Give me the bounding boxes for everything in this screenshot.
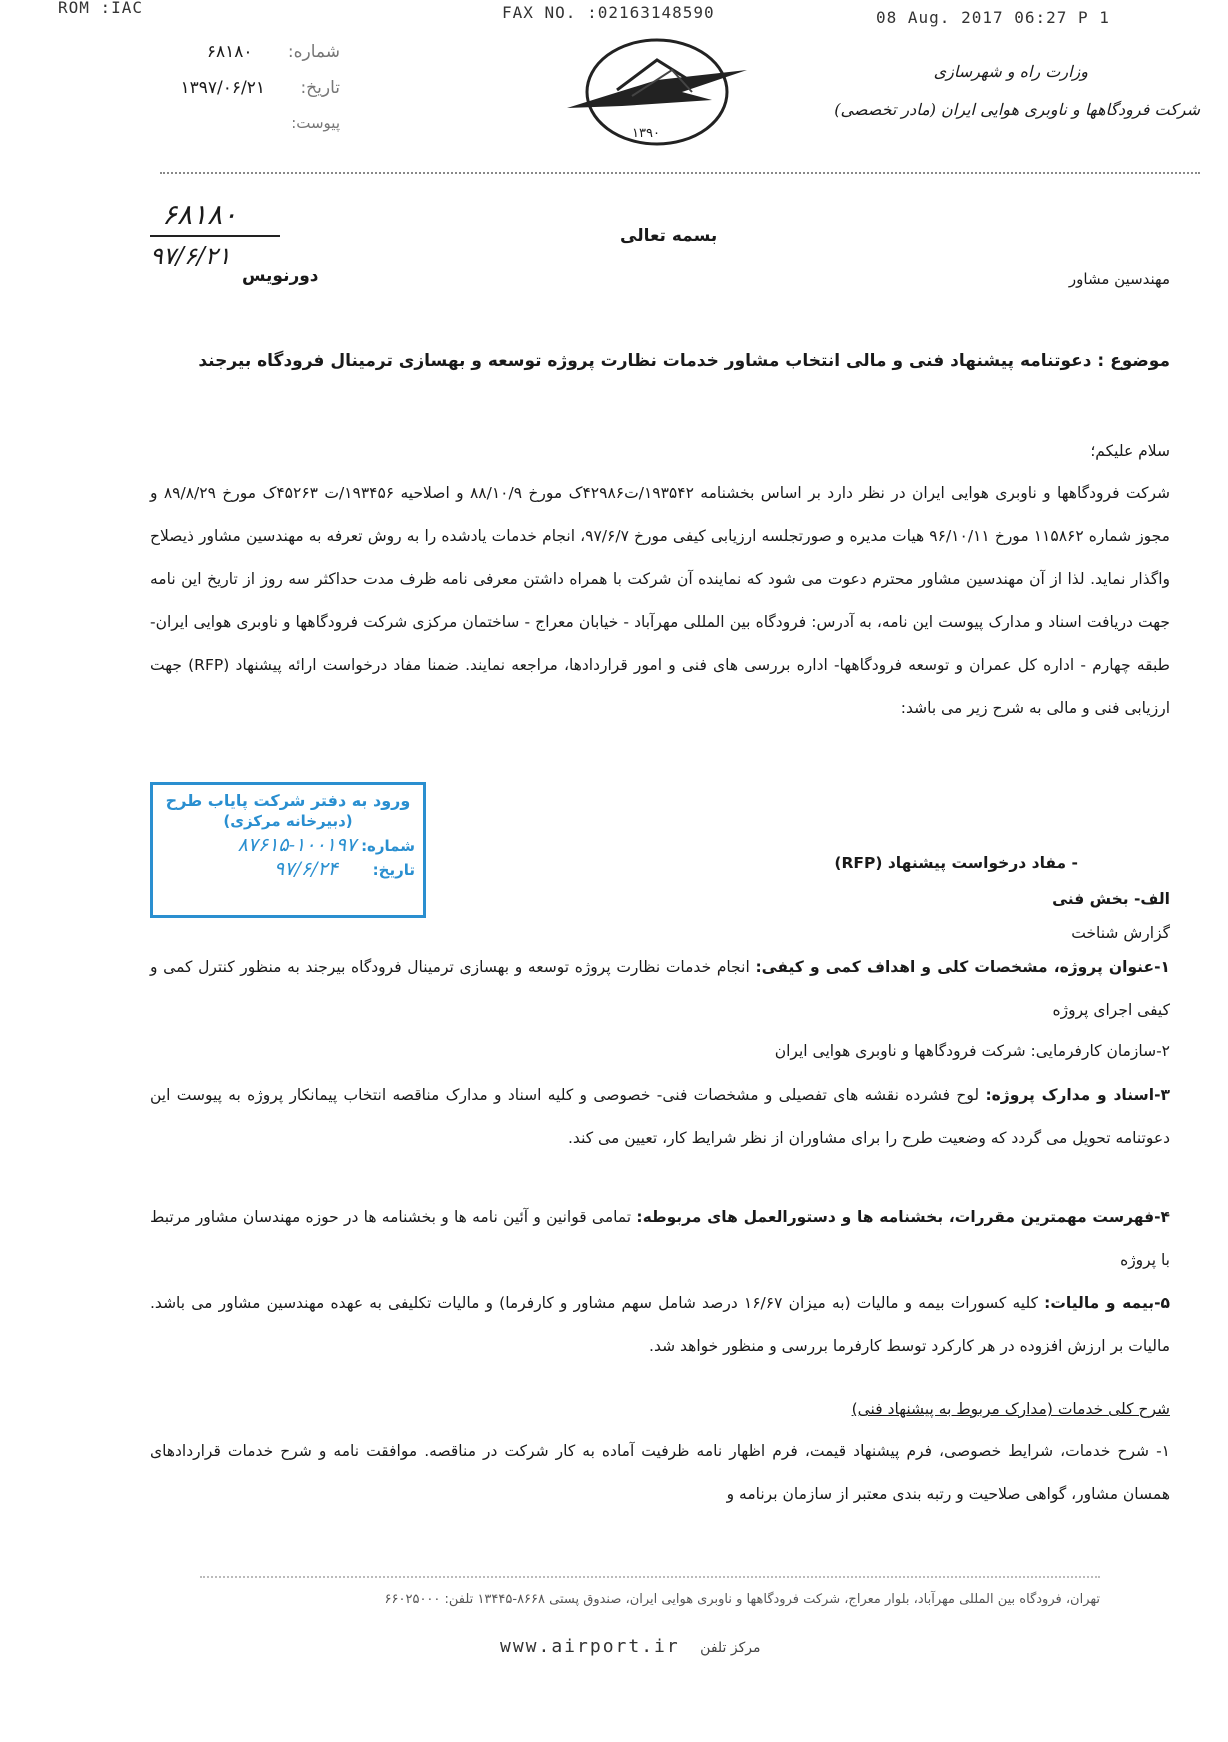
rfp-item-2-text: شرکت فرودگاهها و ناوبری هوایی ایران	[774, 1042, 1031, 1060]
stamp-number: ۱۰۰۱۹۷-۸۷۶۱۵	[237, 834, 357, 856]
stamp-number-label: شماره:	[361, 837, 415, 855]
handwritten-underline	[150, 235, 280, 237]
header-divider	[160, 172, 1200, 174]
stamp-date: ۹۷/۶/۲۴	[274, 858, 338, 880]
rfp-item-3-label: ۳-اسناد و مدارک پروژه:	[985, 1086, 1170, 1104]
rfp-item-5	[150, 1282, 1170, 1368]
rfp-item-4	[150, 1196, 1170, 1282]
airports-company-logo	[562, 30, 752, 150]
ref-number-label: شماره:	[287, 42, 340, 62]
rfp-item-1	[150, 946, 1170, 1032]
rfp-item-1-label: ۱-عنوان پروژه، مشخصات کلی و اهداف کمی و کیفی:	[755, 958, 1170, 976]
stamp-date-label: تاریخ:	[372, 861, 415, 879]
letter-body: شرکت فرودگاهها و ناوبری هوایی ایران در نظر دارد بر اساس بخشنامه ۱۹۳۵۴۲/ت۴۲۹۸۶ک مورخ ۸۸/۱۰/۹ و اصلاحیه ۱۹۳۴۵۶/ت ۴۵۲۶۳ک مورخ ۸۹/۸/۲۹ و مجوز شماره ۱۱۵۸۶۲ مورخ ۹۶/۱۰/۱۱ هیات مدیره و صورتجلسه ارزیابی کیفی مورخ ۹۷/۶/۷، انجام خدمات یادشده را به روش تعرفه به مهندسین مشاور ذیصلاح واگذار نماید. لذا از آن مهندسین مشاور محترم دعوت می شود که نماینده آن شرکت با همراه داشتن معرفی نامه ظرف مدت حداکثر سه روز از تاریخ این نامه جهت دریافت اسناد و مدارک پیوست این نامه، به آدرس: فرودگاه بین المللی مهرآباد - خیابان معراج - ساختمان مرکزی شرکت فرودگاهها و ناوبری هوایی ایران- طبقه چهارم - اداره کل عمران و توسعه فرودگاهها- اداره بررسی های فنی و امور قراردادها، مراجعه نمایند. ضمنا مفاد درخواست ارائه پیشنهاد (RFP) جهت ارزیابی فنی و مالی به شرح زیر می باشد:	[150, 484, 1170, 717]
handwritten-date: ۹۷/۶/۲۱	[150, 242, 231, 270]
handwritten-number: ۶۸۱۸۰	[162, 198, 238, 231]
stamp-subtitle: (دبیرخانه مرکزی)	[223, 812, 353, 830]
fax-note: دورنویس	[242, 266, 319, 286]
footer-address: تهران، فرودگاه بین المللی مهرآباد، بلوار معراج، شرکت فرودگاهها و ناوبری هوایی ایران، صندوق پستی ۸۶۶۸-۱۳۴۴۵ تلفن: ۶۶۰۲۵۰۰۰	[384, 1592, 1100, 1607]
invocation: بسمه تعالی	[620, 226, 718, 246]
rfp-item-3	[150, 1074, 1170, 1160]
ministry-name: وزارت راه و شهرسازی	[933, 62, 1088, 81]
rfp-item-4-label: ۴-فهرست مهمترین مقررات، بخشنامه ها و دستورالعمل های مربوطه:	[636, 1208, 1170, 1226]
ref-attachment-label: پیوست:	[291, 114, 340, 132]
rfp-technical-part: الف- بخش فنی	[1052, 890, 1170, 908]
rfp-item-2-label: ۲-سازمان کارفرمایی:	[1030, 1042, 1170, 1060]
company-name: شرکت فرودگاهها و ناوبری هوایی ایران (مادر تخصصی)	[834, 100, 1200, 119]
ref-number-row	[150, 42, 340, 62]
rfp-heading: - مفاد درخواست پیشنهاد (RFP)	[834, 854, 1078, 872]
rfp-report-heading: گزارش شناخت	[1071, 924, 1170, 942]
ref-date: ۱۳۹۷/۰۶/۲۱	[180, 78, 266, 98]
rfp-item-5-text: کلیه کسورات بیمه و مالیات (به میزان ۱۶/۶۷ درصد شامل سهم مشاور و کارفرما) و مالیات تکلیفی به عهده مهندسین مشاور می باشد. مالیات بر ارزش افزوده در هر کارکرد توسط کارفرما بررسی و منظور خواهد شد.	[150, 1294, 1170, 1355]
services-item-1: ۱- شرح خدمات، شرایط خصوصی، فرم پیشنهاد قیمت، فرم اظهار نامه ظرفیت آماده به کار شرکت در مناقصه. موافقت نامه و شرح خدمات قراردادهای همسان مشاور، گواهی صلاحیت و رتبه بندی معتبر از سازمان برنامه و	[150, 1442, 1170, 1503]
greeting: سلام علیکم؛	[1090, 442, 1170, 460]
ref-date-row	[150, 78, 340, 98]
letter-subject: موضوع : دعوتنامه پیشنهاد فنی و مالی انتخاب مشاور خدمات نظارت پروژه توسعه و بهسازی ترمینال فرودگاه بیرجند	[198, 351, 1170, 371]
rfp-item-3-text: لوح فشرده نقشه های تفصیلی و مشخصات فنی- خصوصی و کلیه اسناد و مدارک مناقصه انتخاب پیمانکار پروژه به پیوست این دعوتنامه تحویل می گردد که وضعیت طرح را برای مشاوران از نظر شرایط کار، تعیین می کند.	[150, 1086, 1170, 1147]
footer-website: www.airport.ir	[500, 1636, 680, 1657]
rfp-item-4-text: تمامی قوانین و آئین نامه ها و بخشنامه ها در حوزه مهندسان مشاور مرتبط با پروژه	[150, 1208, 1170, 1269]
footer-website-row	[500, 1636, 761, 1657]
stamp-title: ورود به دفتر شرکت پایاب طرح	[165, 791, 411, 810]
footer-divider	[200, 1576, 1100, 1578]
footer-website-label: مرکز تلفن	[700, 1640, 761, 1656]
ref-number: ۶۸۱۸۰	[206, 42, 253, 62]
ref-attachment-row	[150, 114, 340, 132]
ref-date-label: تاریخ:	[300, 78, 340, 98]
fax-sender: ROM :IAC	[58, 0, 144, 17]
rfp-item-2	[150, 1030, 1170, 1073]
addressee: مهندسین مشاور	[1068, 270, 1170, 288]
logo-year: ۱۳۹۰	[632, 126, 660, 141]
rfp-item-5-label: ۵-بیمه و مالیات:	[1044, 1294, 1171, 1312]
services-heading: شرح کلی خدمات (مدارک مربوط به پیشنهاد فنی)	[851, 1400, 1170, 1418]
rfp-item-1-text: انجام خدمات نظارت پروژه توسعه و بهسازی ترمینال فرودگاه بیرجند به منظور کنترل کمی و کیفی اجرای پروژه	[150, 958, 1170, 1019]
fax-number: FAX NO. :02163148590	[502, 3, 715, 22]
fax-timestamp: 08 Aug. 2017 06:27 P 1	[876, 8, 1110, 27]
